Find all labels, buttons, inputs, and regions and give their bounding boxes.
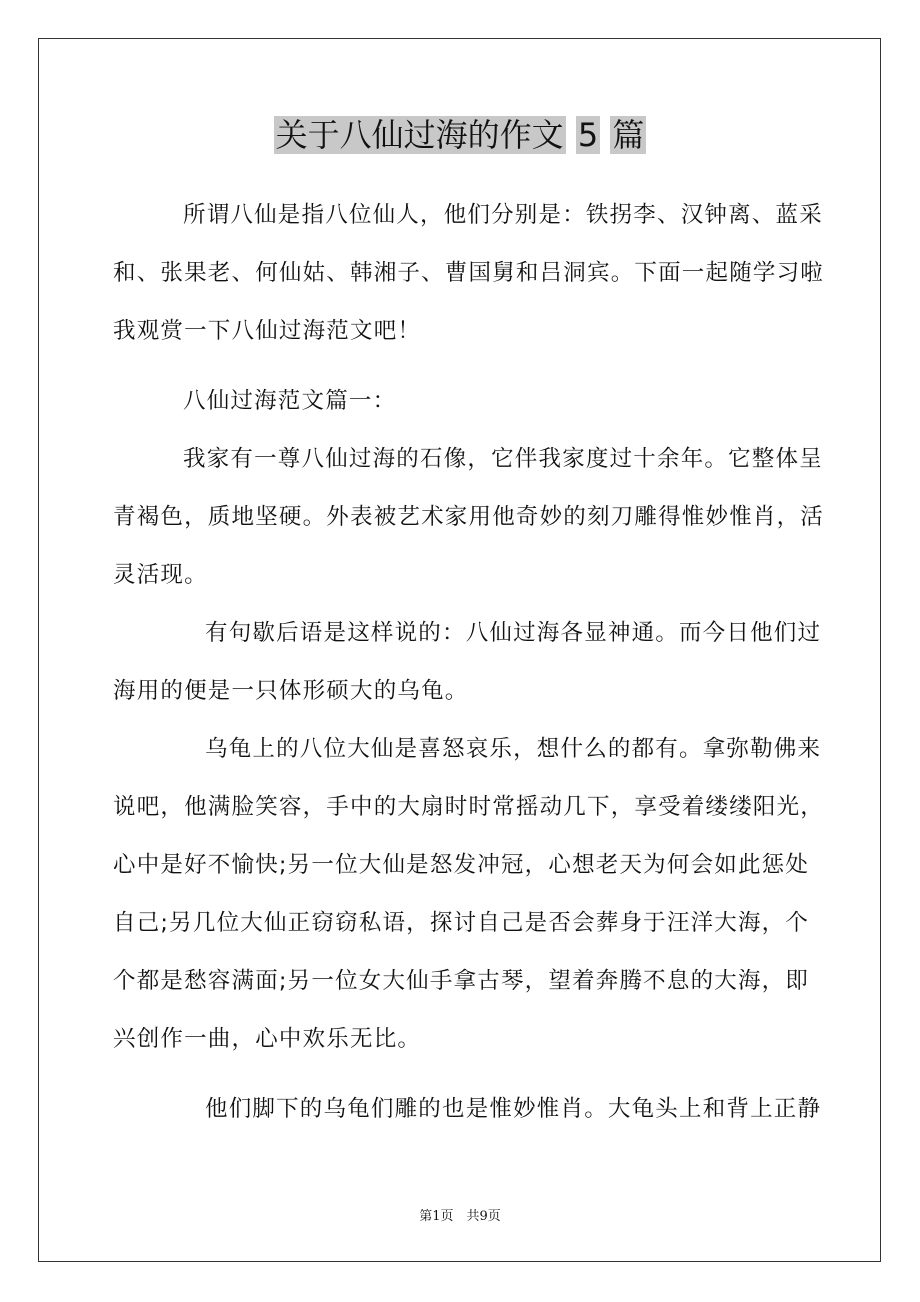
text-line: 乌龟上的八位大仙是喜怒哀乐，想什么的都有。拿弥勒佛来 [205, 736, 822, 762]
text-line: 我观赏一下八仙过海范文吧！ [113, 318, 422, 344]
document-body [113, 192, 825, 1144]
text-line: 有句歇后语是这样说的：八仙过海各显神通。而今日他们过 [205, 620, 822, 646]
text-line: 心中是好不愉快;另一位大仙是怒发冲冠，心想老天为何会如此惩处 [113, 852, 810, 878]
title-tail: 篇 [612, 116, 645, 154]
text-line: 所谓八仙是指八位仙人，他们分别是：铁拐李、汉钟离、蓝采 [183, 202, 823, 228]
text-line: 和、张果老、何仙姑、韩湘子、曹国舅和吕洞宾。下面一起随学习啦 [113, 260, 825, 286]
text-line: 自己;另几位大仙正窃窃私语，探讨自己是否会葬身于汪洋大海，个 [113, 910, 810, 936]
text-line: 我家有一尊八仙过海的石像，它伴我家度过十余年。它整体呈 [183, 446, 823, 472]
text-line: 灵活现。 [113, 562, 208, 588]
text-line: 他们脚下的乌龟们雕的也是惟妙惟肖。大龟头上和背上正静 [205, 1096, 822, 1122]
text-line: 个都是愁容满面;另一位女大仙手拿古琴，望着奔腾不息的大海，即 [113, 968, 810, 994]
page-number: 第1页 共9页 [419, 1209, 501, 1224]
text-line: 说吧，他满脸笑容，手中的大扇时时常摇动几下，享受着缕缕阳光， [113, 794, 825, 820]
section-heading: 八仙过海范文篇一： [183, 388, 397, 414]
text-line: 青褐色，质地坚硬。外表被艺术家用他奇妙的刻刀雕得惟妙惟肖，活 [113, 504, 825, 530]
document-title [0, 112, 920, 158]
text-line: 兴创作一曲，心中欢乐无比。 [113, 1026, 422, 1052]
title-number: 5 [577, 116, 599, 154]
text-line: 海用的便是一只体形硕大的乌龟。 [113, 678, 469, 704]
title-text: 关于八仙过海的作文 [275, 116, 564, 154]
